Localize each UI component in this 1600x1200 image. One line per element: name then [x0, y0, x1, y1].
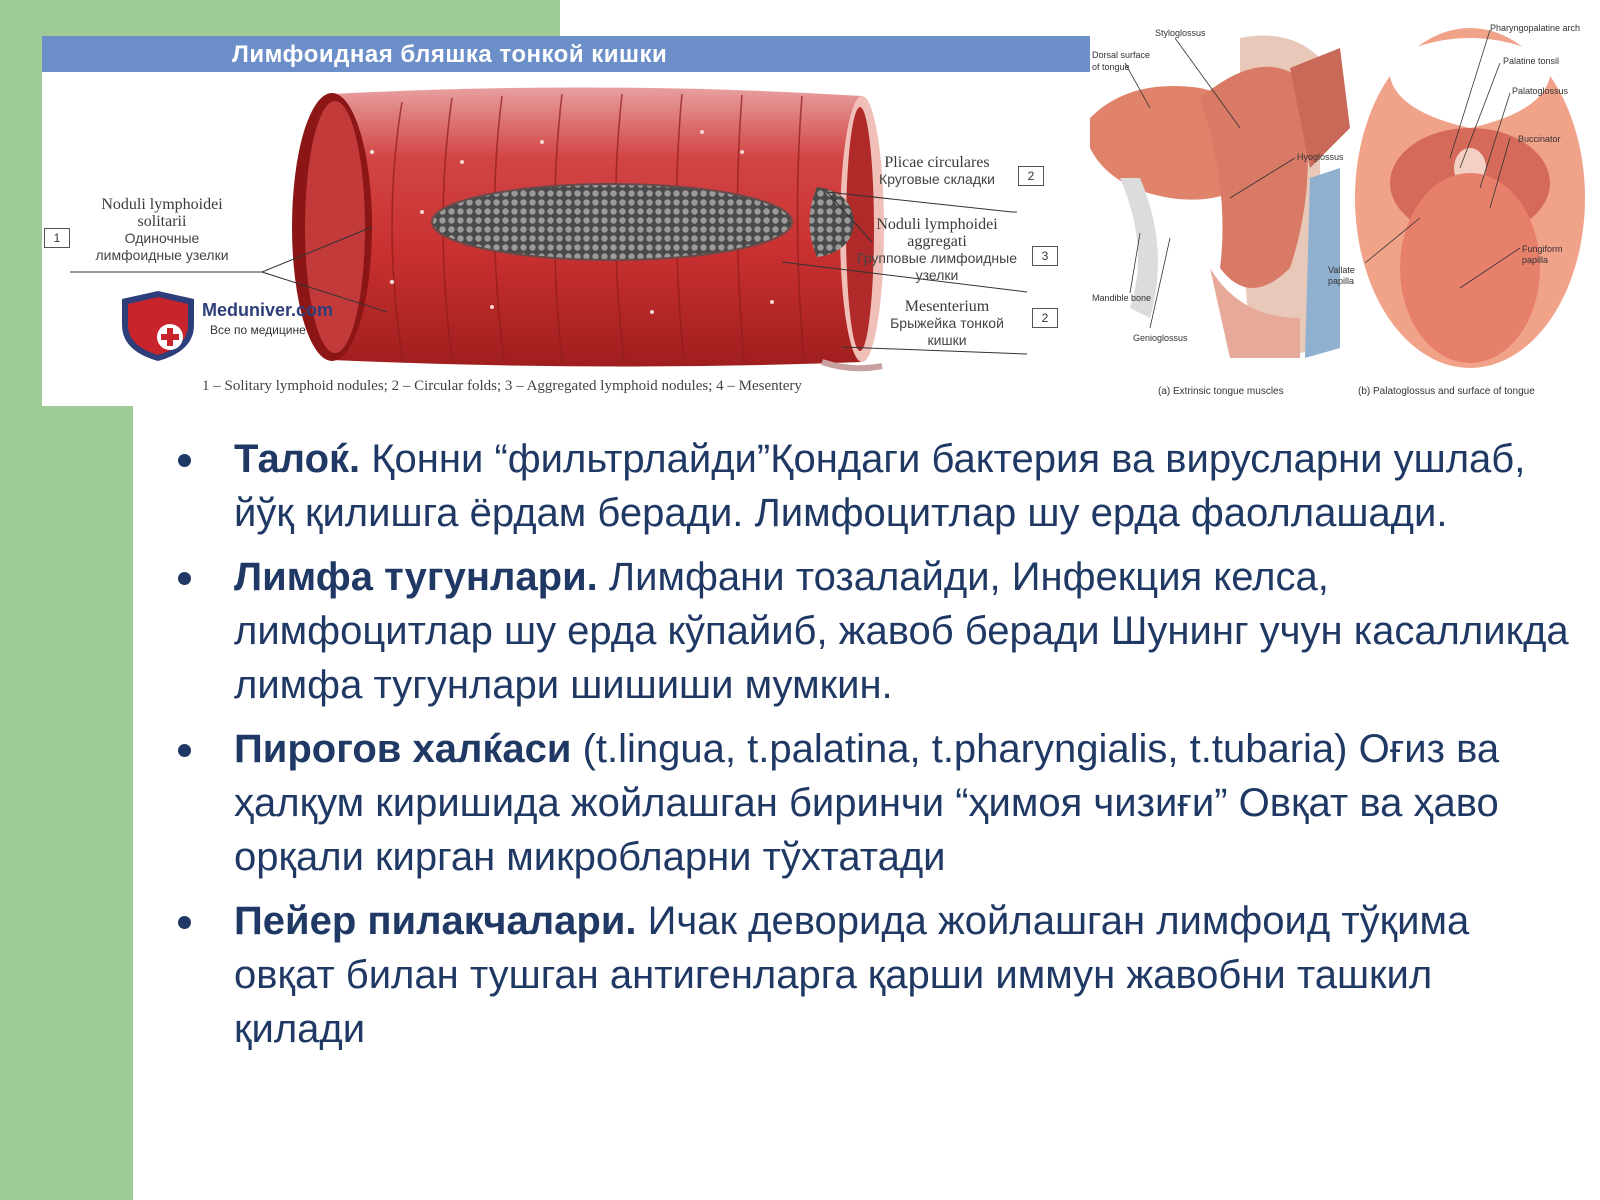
label-of-tongue: of tongue — [1092, 62, 1130, 72]
label-mesenterium-russian: Брыжейка тонкой кишки — [890, 315, 1004, 348]
bullet-text: Лимфани тозалайди, Инфекция келса, лимфоцитлар шу ерда кўпайиб, жавоб беради Шунинг учун касалликда лимфа тугунлари шишиши мумкин. — [234, 555, 1569, 707]
tongue-illustration — [1090, 18, 1600, 408]
tongue-figure — [1090, 18, 1600, 408]
label-number-3: 3 — [1032, 246, 1058, 266]
label-fungiform: Fungiform — [1522, 244, 1563, 254]
green-top-band — [0, 0, 560, 36]
label-noduli-solitarii — [82, 196, 242, 264]
label-noduli-solitarii-latin: Noduli lymphoidei solitarii — [101, 196, 223, 230]
bullet-dot — [178, 744, 191, 757]
label-plicae-circulares — [857, 154, 1017, 188]
label-number-2: 2 — [1018, 166, 1044, 186]
label-fungiform-papilla: papilla — [1522, 255, 1549, 265]
label-styloglossus: Styloglossus — [1155, 28, 1206, 38]
label-genioglossus: Genioglossus — [1133, 333, 1188, 343]
intestine-figure — [42, 36, 1090, 406]
watermark-name: Meduniver.com — [202, 300, 334, 320]
bullet-term: Пирогов халќаси — [234, 727, 572, 771]
label-number-4: 2 — [1032, 308, 1058, 328]
bullet-text: Ичак деворида жойлашган лимфоид тўқима овқат билан тушган антигенларга қарши иммун жавобни ташкил қилади — [234, 899, 1470, 1051]
label-mandible: Mandible bone — [1092, 293, 1152, 303]
label-mesenterium — [872, 298, 1022, 349]
label-number-1: 1 — [44, 228, 70, 248]
bullet-text: Қонни “фильтрлайди”Қондаги бактерия ва вирусларни ушлаб, йўқ қилишга ёрдам беради. Лимфоцитлар шу ерда фаоллашади. — [234, 437, 1526, 535]
figure-caption: 1 – Solitary lymphoid nodules; 2 – Circular folds; 3 – Aggregated lymphoid nodules; 4 – Mesentery — [202, 378, 802, 394]
bullet-term: Лимфа тугунлари. — [234, 555, 598, 599]
label-noduli-aggregati-russian: Групповые лимфоидные узелки — [856, 250, 1018, 283]
bullet-text: (t.lingua, t.palatina, t.pharyngialis, t.tubaria) Оғиз ва ҳалқум киришида жойлашган биринчи “ҳимоя чизиғи” Овқат ва ҳаво орқали кирган микробларни тўхтатади — [234, 727, 1500, 879]
label-noduli-aggregati-latin: Noduli lymphoidei aggregati — [876, 216, 998, 250]
label-palatoglossus: Palatoglossus — [1512, 86, 1569, 96]
bullet-dot — [178, 454, 191, 467]
label-dorsal-surface: Dorsal surface — [1092, 50, 1151, 60]
label-mesenterium-latin: Mesenterium — [904, 298, 990, 315]
watermark-tagline: Все по медицине — [210, 323, 306, 337]
bullet-dot — [178, 572, 191, 585]
caption-panel-b: (b) Palatoglossus and surface of tongue — [1358, 386, 1535, 397]
bullet-item — [170, 894, 1570, 1056]
label-plicae-latin: Plicae circulares — [884, 154, 990, 171]
label-pharyngopalatine: Pharyngopalatine arch — [1490, 23, 1581, 33]
label-vallate: Vallate — [1328, 265, 1355, 275]
bullet-dot — [178, 916, 191, 929]
figure-title-bar — [42, 36, 1090, 72]
label-palatine-tonsil: Palatine tonsil — [1503, 56, 1560, 66]
caption-panel-a: (a) Extrinsic tongue muscles — [1158, 386, 1284, 397]
label-buccinator: Buccinator — [1518, 134, 1561, 144]
label-hyoglossus: Hyoglossus — [1297, 152, 1344, 162]
bullet-term: Пейер пилакчалари. — [234, 899, 637, 943]
label-vallate-papilla: papilla — [1328, 276, 1355, 286]
label-plicae-russian: Круговые складки — [879, 171, 995, 187]
bullet-item — [170, 432, 1570, 540]
bullet-item — [170, 550, 1570, 712]
figure-title: Лимфоидная бляшка тонкой кишки — [232, 41, 668, 68]
label-noduli-aggregati — [852, 216, 1022, 284]
bullet-item — [170, 722, 1570, 884]
label-noduli-solitarii-russian: Одиночные лимфоидные узелки — [95, 230, 229, 263]
bullet-list — [170, 432, 1570, 1066]
bullet-term: Талоќ. — [234, 437, 361, 481]
